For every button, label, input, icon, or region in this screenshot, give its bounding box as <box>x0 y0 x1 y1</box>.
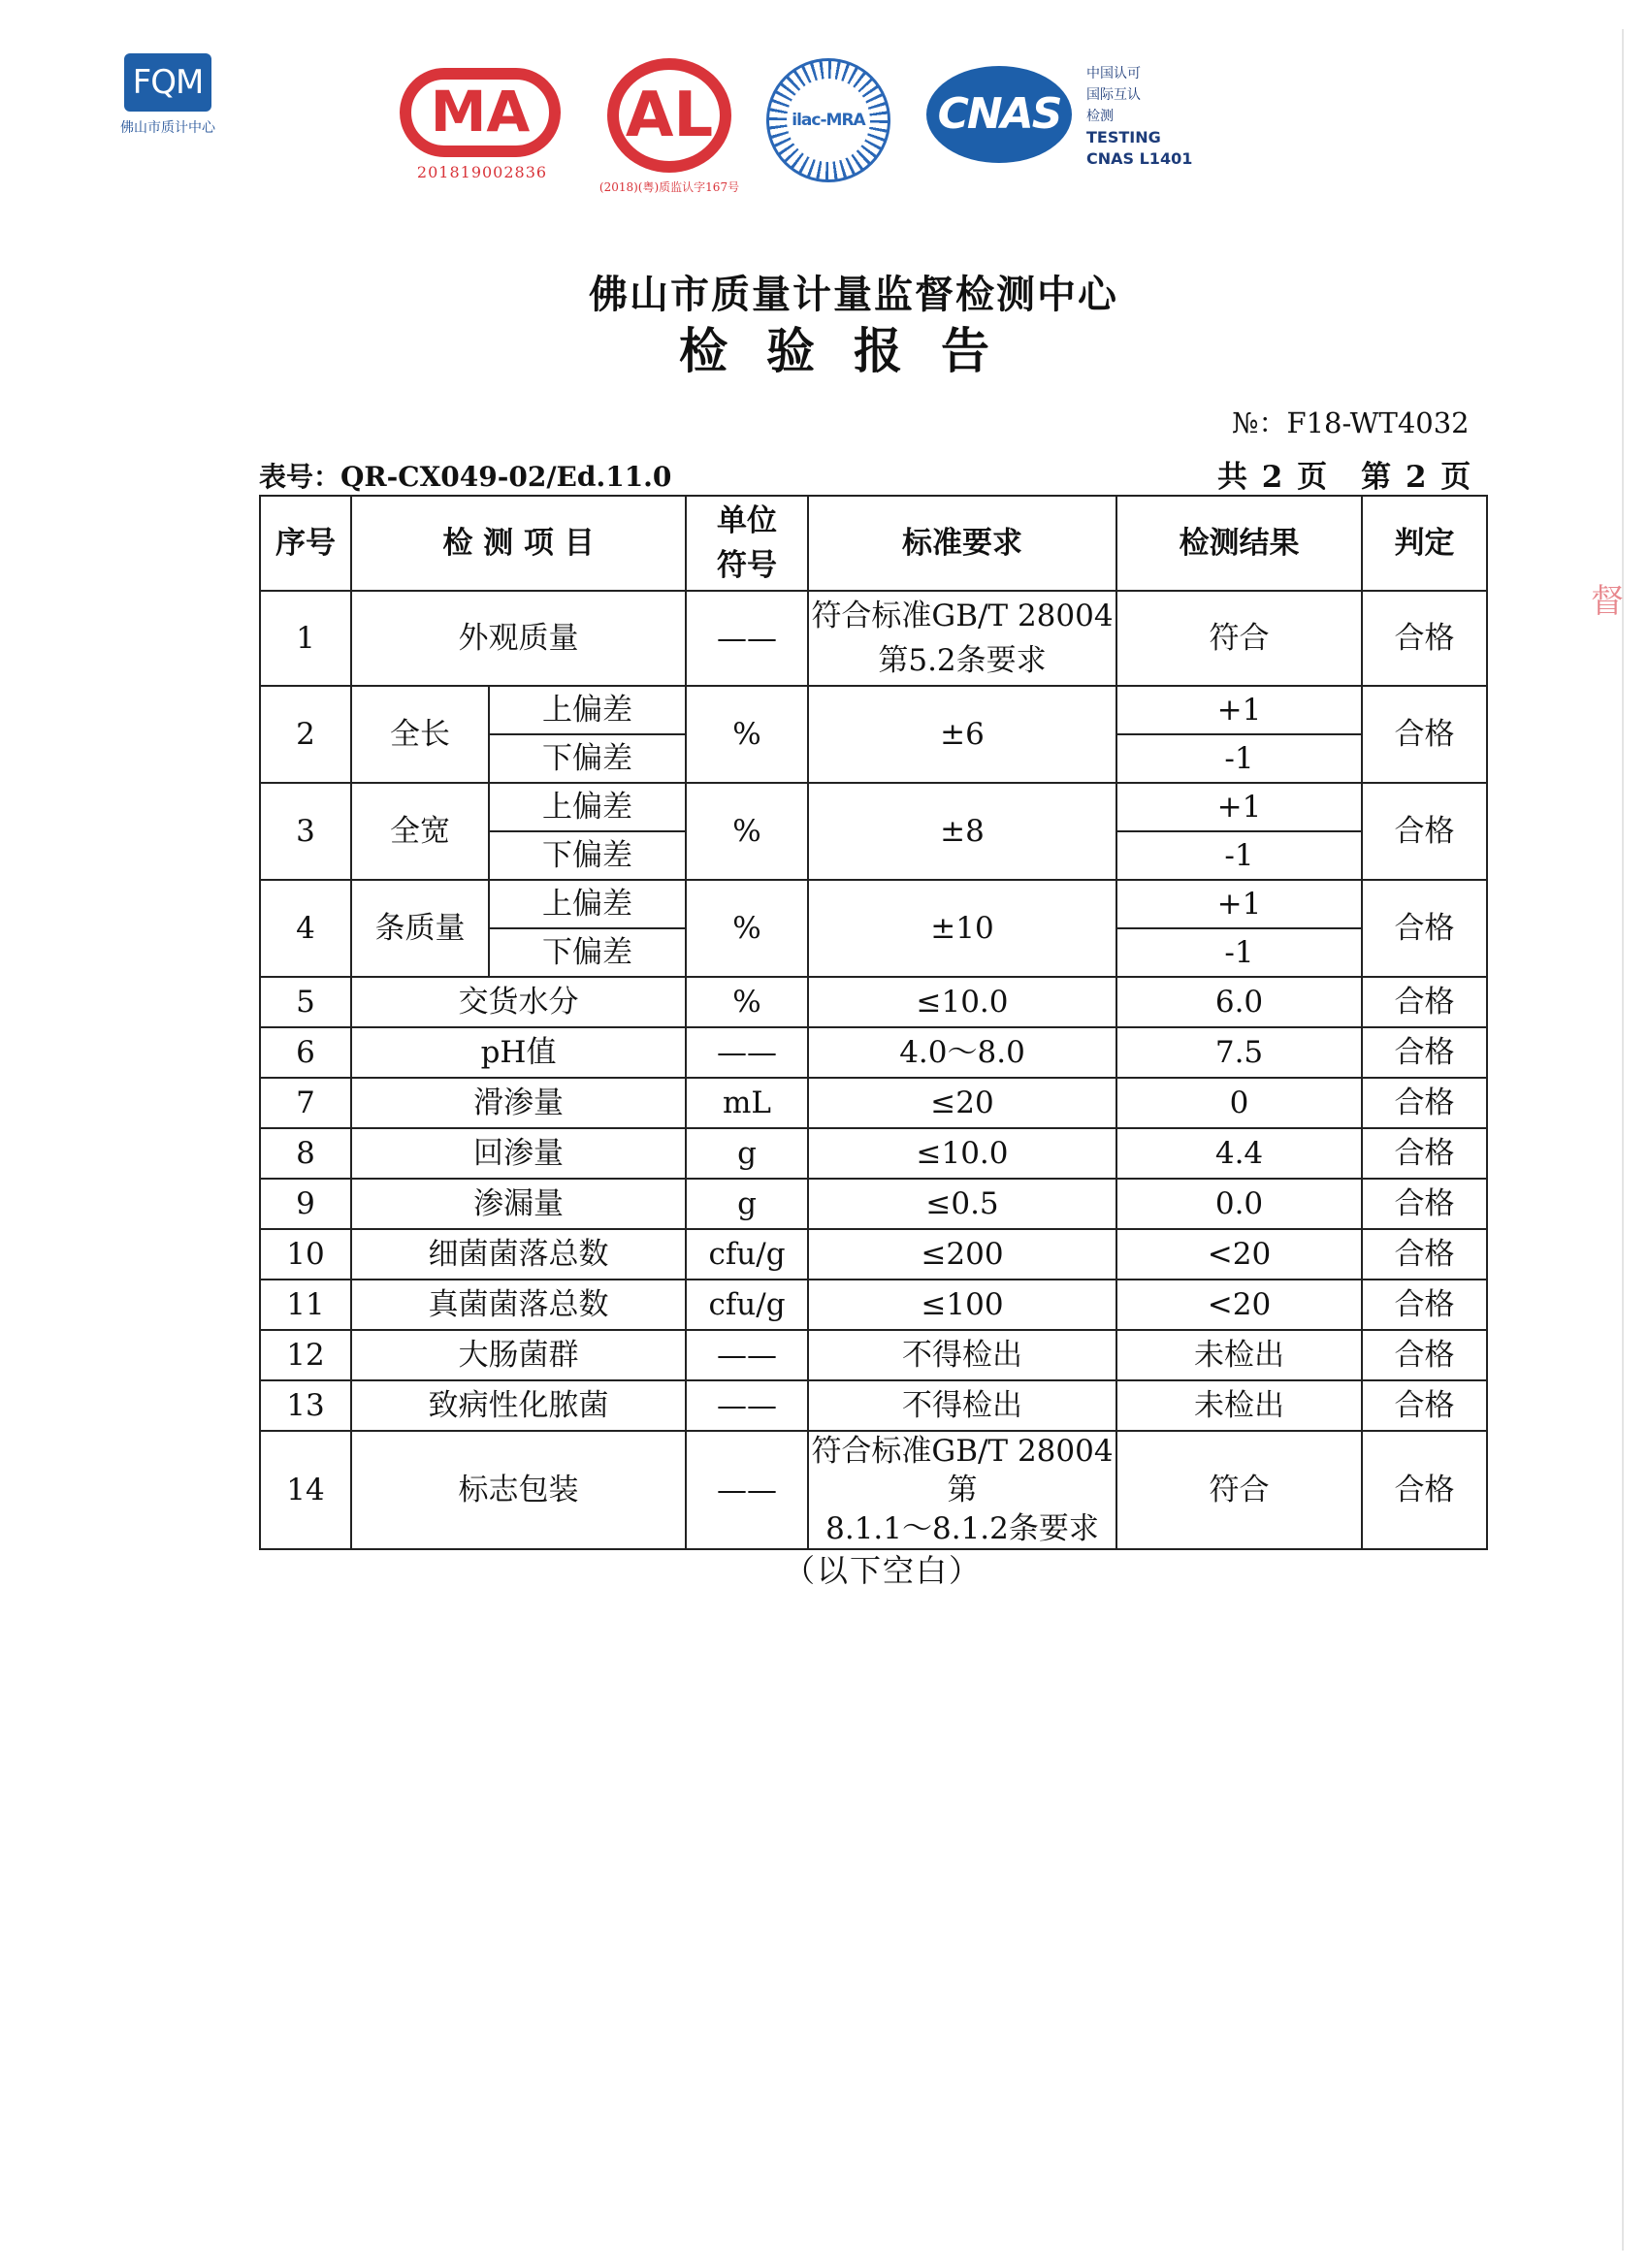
cell-result: -1 <box>1116 831 1362 880</box>
cell-item: 细菌菌落总数 <box>351 1229 686 1280</box>
cnas-caption <box>1086 63 1192 170</box>
cell-no: 8 <box>260 1128 351 1179</box>
partial-seal-stamp <box>1591 529 1649 849</box>
cell-std: ±10 <box>808 880 1116 977</box>
cal-mark: AL <box>607 58 731 173</box>
page-count: 共 2 页 第 2 页 <box>1217 460 1473 495</box>
cell-subitem: 下偏差 <box>489 831 686 880</box>
cell-no: 3 <box>260 783 351 880</box>
cell-no: 7 <box>260 1078 351 1128</box>
cell-std: 不得检出 <box>808 1330 1116 1380</box>
fqm-caption: 佛山市质计中心 <box>120 120 215 136</box>
cnas-line: 中国认可 <box>1086 66 1141 81</box>
cell-no: 12 <box>260 1330 351 1380</box>
cell-result: <20 <box>1116 1280 1362 1330</box>
table-row <box>260 1128 1487 1179</box>
cell-verdict: 合格 <box>1362 591 1487 686</box>
cell-std: ±6 <box>808 686 1116 783</box>
std-line: 第5.2条要求 <box>878 643 1047 678</box>
std-line: 符合标准GB/T 28004 <box>811 599 1114 633</box>
cell-verdict: 合格 <box>1362 977 1487 1027</box>
table-row <box>260 977 1487 1027</box>
cell-verdict: 合格 <box>1362 1078 1487 1128</box>
table-row <box>260 1179 1487 1229</box>
cell-verdict: 合格 <box>1362 1280 1487 1330</box>
cell-item: 标志包装 <box>351 1431 686 1549</box>
cell-unit: cfu/g <box>686 1280 808 1330</box>
header-no: 序号 <box>260 496 351 591</box>
cell-std: ≤100 <box>808 1280 1116 1330</box>
table-row <box>260 1330 1487 1380</box>
table-row <box>260 880 1487 928</box>
cell-item: 真菌菌落总数 <box>351 1280 686 1330</box>
table-row <box>260 591 1487 686</box>
table-row <box>260 1078 1487 1128</box>
cell-item: pH值 <box>351 1027 686 1078</box>
std-line: 8.1.1～8.1.2条要求 <box>825 1511 1099 1546</box>
cell-no: 10 <box>260 1229 351 1280</box>
cma-logo <box>400 68 565 181</box>
table-row <box>260 1027 1487 1078</box>
table-row <box>260 783 1487 831</box>
cell-std <box>808 1431 1116 1549</box>
cnas-line: 检测 <box>1086 109 1114 124</box>
cell-no: 6 <box>260 1027 351 1078</box>
report-number: №：F18-WT4032 <box>1232 406 1470 439</box>
cell-item: 滑渗量 <box>351 1078 686 1128</box>
cell-std: 4.0～8.0 <box>808 1027 1116 1078</box>
cnas-line: 国际互认 <box>1086 87 1141 103</box>
cnas-line: TESTING <box>1086 128 1161 146</box>
table-row <box>260 1431 1487 1549</box>
cell-item: 外观质量 <box>351 591 686 686</box>
header-unit-line: 单位 <box>717 503 778 538</box>
cell-result: +1 <box>1116 783 1362 831</box>
cell-std: 不得检出 <box>808 1380 1116 1431</box>
accreditation-logos <box>0 39 1649 194</box>
cell-result: 符合 <box>1116 591 1362 686</box>
cell-no: 11 <box>260 1280 351 1330</box>
scan-edge-line <box>1622 29 1624 2251</box>
cell-result: 未检出 <box>1116 1380 1362 1431</box>
header-result: 检测结果 <box>1116 496 1362 591</box>
org-title: 佛山市质量计量监督检测中心 <box>589 272 1118 317</box>
cell-std: ≤10.0 <box>808 1128 1116 1179</box>
cell-subitem: 下偏差 <box>489 734 686 783</box>
cell-unit: cfu/g <box>686 1229 808 1280</box>
cell-std: ≤10.0 <box>808 977 1116 1027</box>
cell-no: 4 <box>260 880 351 977</box>
cell-result: 0.0 <box>1116 1179 1362 1229</box>
ilac-mark: ilac-MRA <box>787 79 870 162</box>
cell-verdict: 合格 <box>1362 686 1487 783</box>
cell-verdict: 合格 <box>1362 880 1487 977</box>
cell-no: 2 <box>260 686 351 783</box>
cell-verdict: 合格 <box>1362 1431 1487 1549</box>
cell-subitem: 上偏差 <box>489 880 686 928</box>
cnas-line: CNAS L1401 <box>1086 149 1193 168</box>
cell-unit: —— <box>686 1027 808 1078</box>
cell-unit: % <box>686 880 808 977</box>
cell-std <box>808 591 1116 686</box>
cell-unit: —— <box>686 591 808 686</box>
cell-subitem: 上偏差 <box>489 783 686 831</box>
cell-item: 交货水分 <box>351 977 686 1027</box>
cell-no: 9 <box>260 1179 351 1229</box>
header-unit-line: 符号 <box>717 548 778 583</box>
table-row <box>260 1229 1487 1280</box>
cell-unit: mL <box>686 1078 808 1128</box>
cell-unit: —— <box>686 1380 808 1431</box>
cell-item: 条质量 <box>351 880 489 977</box>
cell-verdict: 合格 <box>1362 783 1487 880</box>
cell-unit: —— <box>686 1431 808 1549</box>
cma-number: 201819002836 <box>416 163 548 181</box>
cnas-logo: CNAS <box>926 66 1072 163</box>
ilac-mra-logo <box>766 58 890 182</box>
cell-verdict: 合格 <box>1362 1179 1487 1229</box>
cell-no: 14 <box>260 1431 351 1549</box>
cell-subitem: 上偏差 <box>489 686 686 734</box>
cell-unit: % <box>686 686 808 783</box>
report-title: 检验报告 <box>679 322 1028 379</box>
header-std: 标准要求 <box>808 496 1116 591</box>
cell-result: <20 <box>1116 1229 1362 1280</box>
blank-note: （以下空白） <box>783 1552 982 1589</box>
seal-char: 督 <box>1591 582 1624 621</box>
cell-item: 全宽 <box>351 783 489 880</box>
header-item: 检 测 项 目 <box>351 496 686 591</box>
cell-unit: % <box>686 977 808 1027</box>
cell-result: 4.4 <box>1116 1128 1362 1179</box>
cell-unit: —— <box>686 1330 808 1380</box>
cell-std: ≤0.5 <box>808 1179 1116 1229</box>
cell-result: 0 <box>1116 1078 1362 1128</box>
cell-subitem: 下偏差 <box>489 928 686 977</box>
cell-no: 13 <box>260 1380 351 1431</box>
cell-result: -1 <box>1116 928 1362 977</box>
cell-unit: g <box>686 1128 808 1179</box>
cell-item: 大肠菌群 <box>351 1330 686 1380</box>
header-unit <box>686 496 808 591</box>
cell-result: 7.5 <box>1116 1027 1362 1078</box>
table-row <box>260 1280 1487 1330</box>
std-line: 符合标准GB/T 28004第 <box>811 1434 1114 1507</box>
cell-item: 回渗量 <box>351 1128 686 1179</box>
cell-verdict: 合格 <box>1362 1330 1487 1380</box>
cell-result: 6.0 <box>1116 977 1362 1027</box>
cell-verdict: 合格 <box>1362 1380 1487 1431</box>
cell-std: ±8 <box>808 783 1116 880</box>
cell-no: 1 <box>260 591 351 686</box>
cell-item: 全长 <box>351 686 489 783</box>
cma-mark: MA <box>400 68 561 157</box>
cell-item: 渗漏量 <box>351 1179 686 1229</box>
header-verdict: 判定 <box>1362 496 1487 591</box>
cell-result: 符合 <box>1116 1431 1362 1549</box>
cell-item: 致病性化脓菌 <box>351 1380 686 1431</box>
form-number: 表号：QR-CX049-02/Ed.11.0 <box>259 461 672 493</box>
table-row <box>260 1380 1487 1431</box>
cell-result: +1 <box>1116 686 1362 734</box>
fqm-mark: FQM <box>124 53 211 112</box>
cell-verdict: 合格 <box>1362 1229 1487 1280</box>
cal-logo <box>597 58 742 195</box>
cell-verdict: 合格 <box>1362 1027 1487 1078</box>
table-row <box>260 686 1487 734</box>
cell-unit: g <box>686 1179 808 1229</box>
cell-result: -1 <box>1116 734 1362 783</box>
cal-number: (2018)(粤)质监认字167号 <box>598 180 740 194</box>
cell-std: ≤20 <box>808 1078 1116 1128</box>
inspection-table <box>259 495 1488 1550</box>
fqm-logo <box>105 53 231 137</box>
cell-result: +1 <box>1116 880 1362 928</box>
cell-result: 未检出 <box>1116 1330 1362 1380</box>
cell-verdict: 合格 <box>1362 1128 1487 1179</box>
cell-no: 5 <box>260 977 351 1027</box>
cell-std: ≤200 <box>808 1229 1116 1280</box>
table-header-row <box>260 496 1487 591</box>
cell-unit: % <box>686 783 808 880</box>
